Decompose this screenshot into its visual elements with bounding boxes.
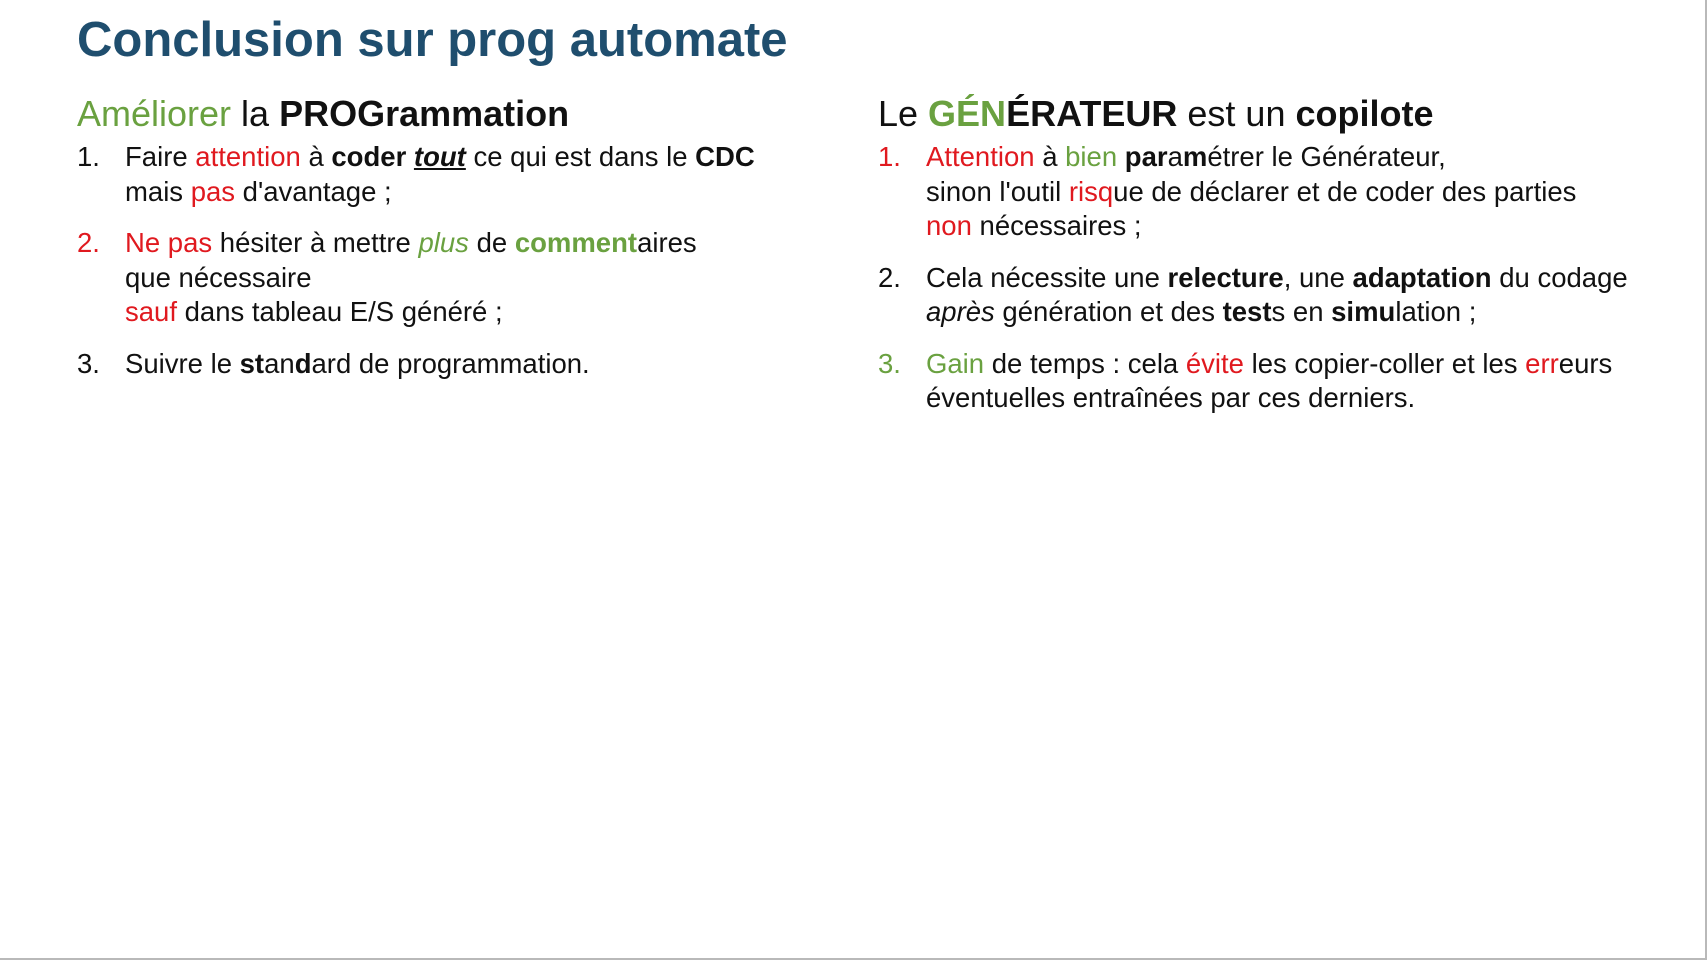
list-item <box>77 347 797 382</box>
right-column <box>878 92 1668 433</box>
item-number: 1. <box>77 141 100 172</box>
item-line: Ne pas hésiter à mettre plus de commentaires <box>125 227 697 258</box>
item-line: éventuelles entraînées par ces derniers. <box>926 382 1416 413</box>
item-line: non nécessaires ; <box>926 210 1142 241</box>
list-item <box>878 347 1668 416</box>
right-heading: Le GÉNÉRATEUR est un copilote <box>878 93 1434 134</box>
item-number: 2. <box>77 227 100 258</box>
item-line: Gain de temps : cela évite les copier-coller et les erreurs <box>926 347 1613 379</box>
item-line: Suivre le standard de programmation. <box>125 347 590 379</box>
item-line: que nécessaire <box>125 261 312 293</box>
list-item <box>878 140 1668 244</box>
item-line: après génération et des tests en simulation ; <box>926 296 1477 327</box>
item-line: sinon l'outil risque de déclarer et de coder des parties <box>926 175 1577 207</box>
list-item <box>77 226 797 330</box>
left-list <box>77 140 797 381</box>
list-item <box>77 140 797 209</box>
left-column <box>77 92 797 398</box>
item-line: mais pas d'avantage ; <box>125 175 392 207</box>
item-line: Attention à bien paramétrer le Générateur, <box>926 141 1446 172</box>
item-line: sauf dans tableau E/S généré ; <box>125 296 503 327</box>
item-number: 3. <box>878 347 901 379</box>
item-number: 3. <box>77 347 100 379</box>
item-line: Faire attention à coder tout ce qui est dans le CDC <box>125 141 755 172</box>
slide-title: Conclusion sur prog automate <box>77 13 788 67</box>
item-line: Cela nécessite une relecture, une adaptation du codage <box>926 261 1628 293</box>
right-list <box>878 140 1668 416</box>
list-item <box>878 261 1668 330</box>
item-number: 1. <box>878 141 901 172</box>
left-heading: Améliorer la PROGrammation <box>77 93 570 134</box>
item-number: 2. <box>878 261 901 293</box>
